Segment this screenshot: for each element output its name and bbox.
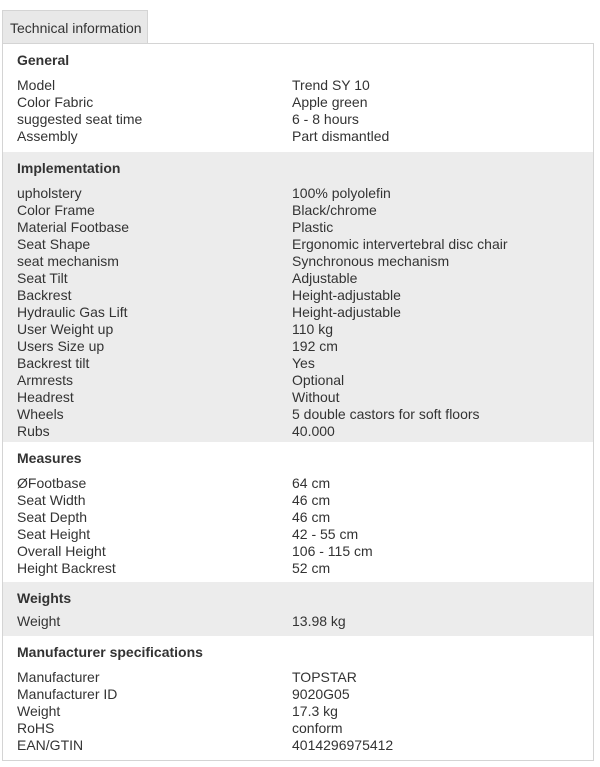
spec-value: 5 double castors for soft floors bbox=[292, 406, 480, 422]
spec-value: Without bbox=[292, 389, 340, 405]
spec-label: suggested seat time bbox=[17, 111, 143, 127]
spec-label: Hydraulic Gas Lift bbox=[17, 304, 128, 320]
spec-row bbox=[17, 389, 593, 406]
section-title: Manufacturer specifications bbox=[17, 644, 203, 660]
spec-row bbox=[17, 492, 593, 509]
spec-row bbox=[17, 406, 593, 423]
spec-row bbox=[17, 270, 593, 287]
spec-label: Overall Height bbox=[17, 543, 106, 559]
section-title: Implementation bbox=[17, 160, 121, 176]
spec-row bbox=[17, 703, 593, 720]
spec-label: EAN/GTIN bbox=[17, 737, 84, 753]
spec-row bbox=[17, 509, 593, 526]
spec-value: 17.3 kg bbox=[292, 703, 338, 719]
spec-value: 192 cm bbox=[292, 338, 338, 354]
spec-label: Color Frame bbox=[17, 202, 95, 218]
spec-row bbox=[17, 185, 593, 202]
spec-row bbox=[17, 219, 593, 236]
spec-value: 9020G05 bbox=[292, 686, 350, 702]
section-measures bbox=[3, 442, 593, 582]
spec-row bbox=[17, 94, 593, 111]
spec-row bbox=[17, 253, 593, 270]
tab-technical-information[interactable]: Technical information bbox=[2, 10, 148, 44]
spec-label: Weight bbox=[17, 613, 61, 629]
spec-value: 110 kg bbox=[292, 321, 333, 337]
spec-label: Seat Depth bbox=[17, 509, 88, 525]
spec-row bbox=[17, 543, 593, 560]
spec-value: Part dismantled bbox=[292, 128, 390, 144]
spec-row bbox=[17, 669, 593, 686]
spec-row bbox=[17, 287, 593, 304]
spec-value: Synchronous mechanism bbox=[292, 253, 450, 269]
spec-label: Backrest bbox=[17, 287, 72, 303]
spec-label: Color Fabric bbox=[17, 94, 94, 110]
spec-label: Assembly bbox=[17, 128, 78, 144]
spec-value: 46 cm bbox=[292, 492, 331, 508]
spec-row bbox=[17, 526, 593, 543]
section-title: General bbox=[17, 52, 70, 68]
section-manufacturer-specifications bbox=[3, 636, 593, 761]
spec-value: Height-adjustable bbox=[292, 287, 401, 303]
spec-row bbox=[17, 475, 593, 492]
spec-row bbox=[17, 202, 593, 219]
spec-value: 6 - 8 hours bbox=[292, 111, 359, 127]
spec-label: Users Size up bbox=[17, 338, 105, 354]
spec-row bbox=[17, 236, 593, 253]
spec-label: User Weight up bbox=[17, 321, 114, 337]
spec-label: Weight bbox=[17, 703, 61, 719]
section-implementation bbox=[3, 152, 593, 442]
spec-label: Manufacturer bbox=[17, 669, 100, 685]
spec-label: Headrest bbox=[17, 389, 74, 405]
technical-info-panel bbox=[2, 43, 594, 761]
spec-value: 40.000 bbox=[292, 423, 335, 439]
spec-label: Armrests bbox=[17, 372, 73, 388]
spec-value: Apple green bbox=[292, 94, 368, 110]
spec-value: conform bbox=[292, 720, 343, 736]
spec-row bbox=[17, 720, 593, 737]
spec-row bbox=[17, 686, 593, 703]
section-title: Weights bbox=[17, 590, 72, 606]
spec-value: TOPSTAR bbox=[292, 669, 357, 685]
spec-value: Ergonomic intervertebral disc chair bbox=[292, 236, 508, 252]
spec-value: Yes bbox=[292, 355, 315, 371]
spec-value: Black/chrome bbox=[292, 202, 377, 218]
spec-label: Seat Tilt bbox=[17, 270, 68, 286]
spec-row bbox=[17, 111, 593, 128]
spec-value: Plastic bbox=[292, 219, 334, 235]
spec-value: Adjustable bbox=[292, 270, 358, 286]
spec-row bbox=[17, 423, 593, 440]
spec-row bbox=[17, 560, 593, 577]
spec-value: Optional bbox=[292, 372, 345, 388]
spec-value: Height-adjustable bbox=[292, 304, 401, 320]
spec-label: RoHS bbox=[17, 720, 55, 736]
spec-value: 42 - 55 cm bbox=[292, 526, 359, 542]
spec-label: Wheels bbox=[17, 406, 64, 422]
spec-value: 100% polyolefin bbox=[292, 185, 391, 201]
spec-row bbox=[17, 338, 593, 355]
spec-row bbox=[17, 321, 593, 338]
section-weights bbox=[3, 582, 593, 636]
spec-label: Rubs bbox=[17, 423, 50, 439]
spec-label: Height Backrest bbox=[17, 560, 116, 576]
spec-row bbox=[17, 355, 593, 372]
spec-value: 106 - 115 cm bbox=[292, 543, 373, 559]
spec-label: Seat Width bbox=[17, 492, 86, 508]
spec-label: Seat Height bbox=[17, 526, 91, 542]
spec-label: seat mechanism bbox=[17, 253, 119, 269]
spec-value: 52 cm bbox=[292, 560, 331, 576]
spec-row bbox=[17, 737, 593, 754]
spec-label: Material Footbase bbox=[17, 219, 130, 235]
spec-row bbox=[17, 613, 593, 630]
section-general bbox=[3, 44, 593, 152]
spec-label: Seat Shape bbox=[17, 236, 91, 252]
spec-value: Trend SY 10 bbox=[292, 77, 370, 93]
spec-value: 13.98 kg bbox=[292, 613, 346, 629]
spec-row bbox=[17, 77, 593, 94]
spec-value: 4014296975412 bbox=[292, 737, 394, 753]
section-title: Measures bbox=[17, 450, 82, 466]
spec-value: 64 cm bbox=[292, 475, 331, 491]
spec-row bbox=[17, 372, 593, 389]
spec-label: Manufacturer ID bbox=[17, 686, 118, 702]
spec-label: ØFootbase bbox=[17, 475, 87, 491]
spec-label: Model bbox=[17, 77, 56, 93]
spec-row bbox=[17, 128, 593, 145]
spec-label: upholstery bbox=[17, 185, 82, 201]
spec-label: Backrest tilt bbox=[17, 355, 90, 371]
spec-value: 46 cm bbox=[292, 509, 331, 525]
spec-row bbox=[17, 304, 593, 321]
